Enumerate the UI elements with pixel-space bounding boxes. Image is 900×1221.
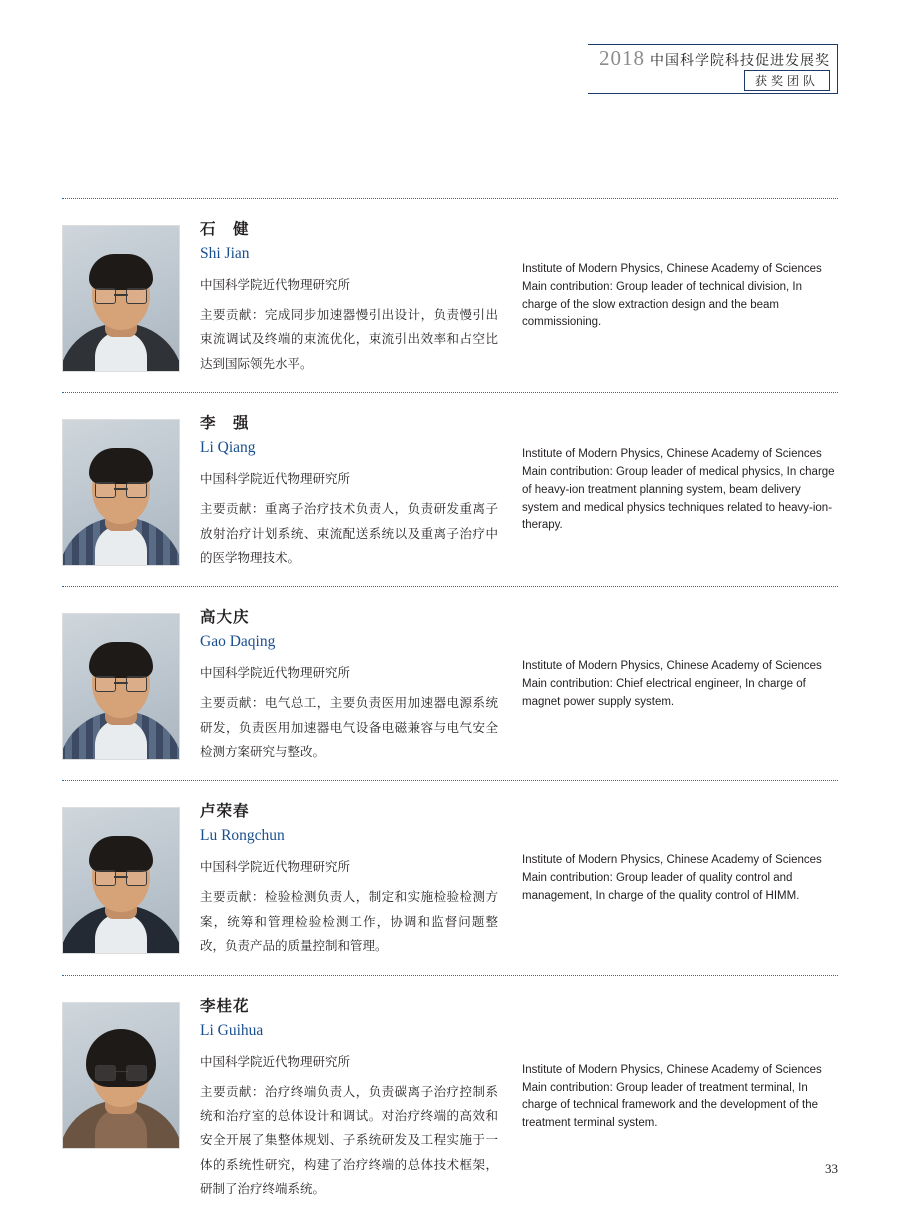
affiliation-en: Institute of Modern Physics, Chinese Academy of Sciences [522, 854, 822, 867]
photo-column [62, 217, 180, 376]
page-number: 33 [825, 1161, 838, 1176]
affiliation-cn: 中国科学院近代物理研究所 [200, 666, 351, 681]
glasses-icon [95, 676, 147, 690]
photo-column [62, 799, 180, 958]
english-text-column [498, 994, 838, 1202]
chinese-text-column [180, 605, 498, 764]
chinese-text-column [180, 994, 498, 1202]
contribution-en: Main contribution: Group leader of quality control and management, In charge of the quality control of HIMM. [522, 872, 800, 902]
person-name-en: Shi Jian [200, 245, 250, 262]
person-name-cn: 石 健 [200, 221, 250, 238]
affiliation-cn: 中国科学院近代物理研究所 [200, 472, 351, 487]
person-name-cn: 李桂花 [200, 997, 250, 1015]
glasses-icon [95, 1065, 147, 1079]
contribution-en: Main contribution: Chief electrical engineer, In charge of magnet power supply system. [522, 677, 806, 708]
header-badge: 获奖团队 [744, 70, 830, 91]
person-name-en: Gao Daqing [200, 633, 276, 651]
header-year: 2018 [599, 46, 645, 70]
list-item [62, 199, 838, 392]
affiliation-cn: 中国科学院近代物理研究所 [200, 1054, 351, 1069]
photo-column [62, 411, 180, 570]
contribution-en: Main contribution: Group leader of medical physics, In charge of heavy-ion treatment planning system, beam delivery system and medical physics techniques related to heavy-ion-therapy. [522, 465, 835, 532]
list-item [62, 393, 838, 586]
page-header [588, 44, 838, 94]
portrait-photo [62, 807, 180, 954]
header-title-cn: 中国科学院科技促进发展奖 [650, 54, 830, 69]
english-text-column [498, 411, 838, 570]
affiliation-en: Institute of Modern Physics, Chinese Academy of Sciences [522, 448, 822, 461]
person-name-cn: 李 强 [200, 415, 250, 433]
contribution-cn: 主要贡献：重离子治疗技术负责人，负责研发重离子放射治疗计划系统、束流配送系统以及重离子治疗中的医学物理技术。 [200, 502, 498, 565]
portrait-photo [62, 419, 180, 566]
contribution-cn: 主要贡献：检验检测负责人，制定和实施检验检测方案，统筹和管理检验检测工作，协调和监督问题整改，负责产品的质量控制和管理。 [200, 890, 498, 954]
contribution-cn: 主要贡献：完成同步加速器慢引出设计，负责慢引出束流调试及终端的束流优化，束流引出效率和占空比达到国际领先水平。 [200, 308, 498, 371]
english-text-column [498, 217, 838, 376]
person-name-cn: 卢荣春 [200, 803, 250, 821]
people-list [62, 198, 838, 1217]
glasses-icon [95, 870, 147, 884]
person-name-en: Li Qiang [200, 439, 256, 457]
person-name-en: Li Guihua [200, 1021, 264, 1039]
person-name-cn: 高大庆 [200, 609, 250, 627]
portrait-photo [62, 613, 180, 760]
english-text-column [498, 799, 838, 958]
portrait-photo [62, 225, 180, 372]
affiliation-en: Institute of Modern Physics, Chinese Academy of Sciences [522, 660, 822, 673]
affiliation-en: Institute of Modern Physics, Chinese Academy of Sciences [522, 1063, 822, 1076]
affiliation-cn: 中国科学院近代物理研究所 [200, 860, 351, 875]
contribution-en: Main contribution: Group leader of technical division, In charge of the slow extraction design and the beam commissioning. [522, 280, 802, 329]
glasses-icon [95, 288, 147, 302]
chinese-text-column [180, 799, 498, 958]
photo-column [62, 605, 180, 764]
list-item [62, 781, 838, 974]
photo-column [62, 994, 180, 1202]
portrait-photo [62, 1002, 180, 1149]
contribution-cn: 主要贡献：电气总工，主要负责医用加速器电源系统研发，负责医用加速器电气设备电磁兼容与电气安全检测方案研究与整改。 [200, 696, 498, 759]
affiliation-cn: 中国科学院近代物理研究所 [200, 278, 351, 292]
list-item [62, 587, 838, 780]
person-name-en: Lu Rongchun [200, 827, 285, 845]
chinese-text-column [180, 217, 498, 376]
chinese-text-column [180, 411, 498, 570]
glasses-icon [95, 482, 147, 496]
contribution-en: Main contribution: Group leader of treatment terminal, In charge of technical framework and the development of the treatment terminal system. [522, 1081, 818, 1130]
english-text-column [498, 605, 838, 764]
contribution-cn: 主要贡献：治疗终端负责人，负责碳离子治疗控制系统和治疗室的总体设计和调试。对治疗终端的高效和安全开展了集整体规划、子系统研发及工程实施于一体的系统性研究，构建了治疗终端的总体技术框架，研制了治疗终端系统。 [200, 1084, 498, 1196]
list-item [62, 976, 838, 1218]
header-title-row [594, 46, 830, 71]
affiliation-en: Institute of Modern Physics, Chinese Academy of Sciences [522, 262, 822, 275]
